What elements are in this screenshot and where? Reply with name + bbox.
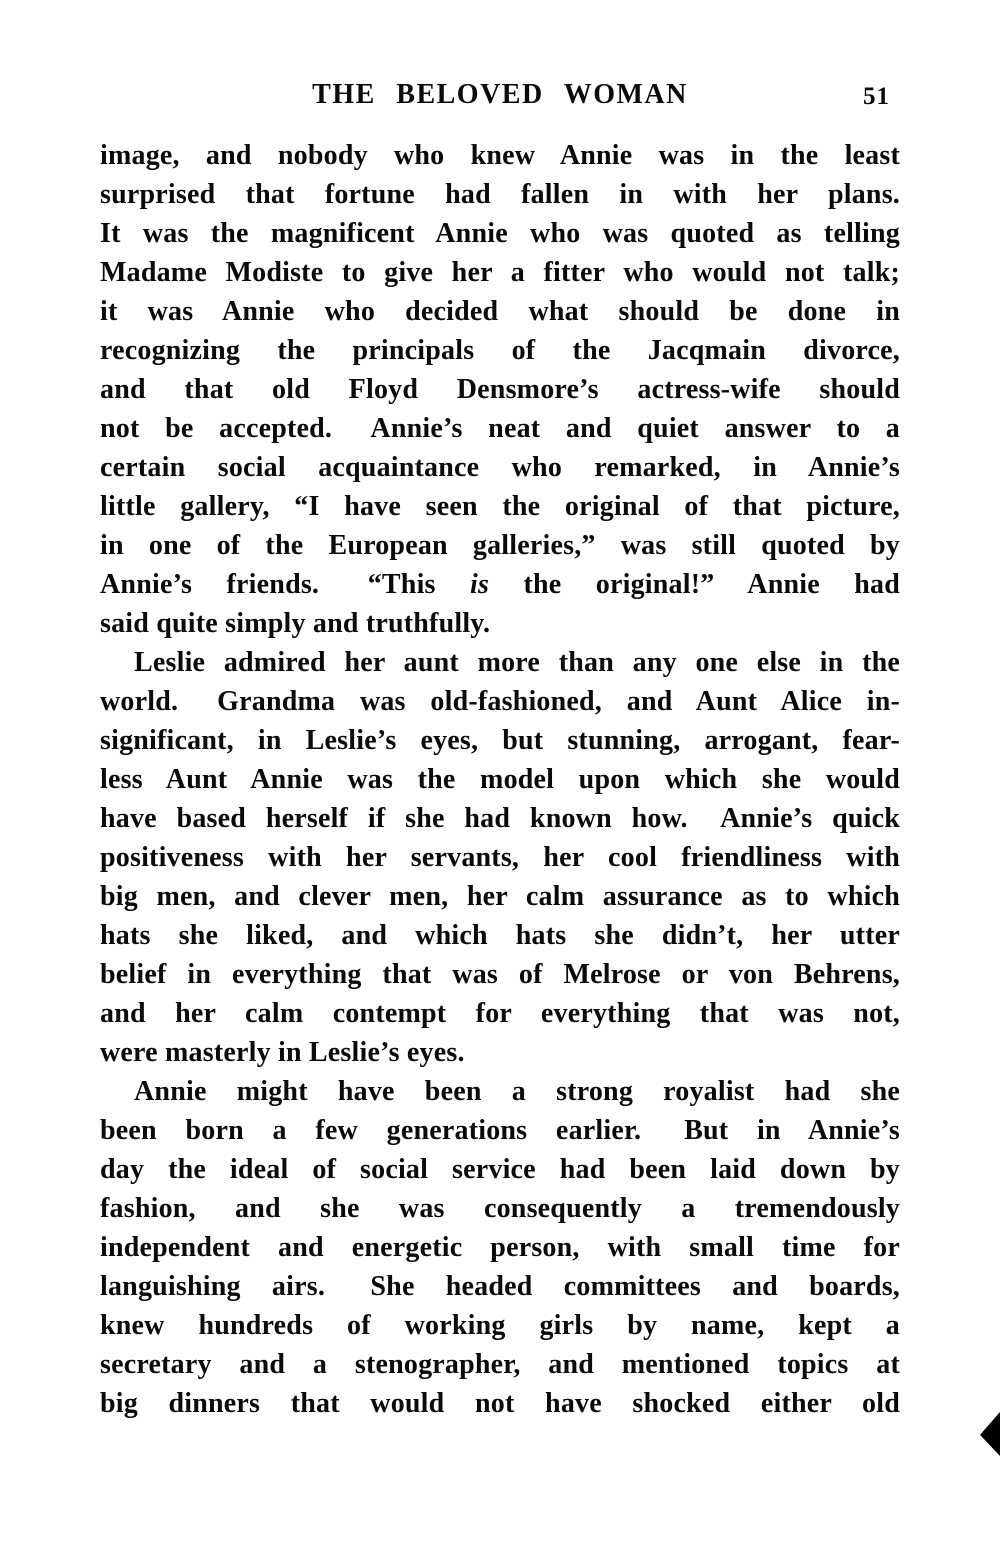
text-line (100, 877, 900, 916)
text-run: little gallery, “I have seen the original of that picture, (100, 491, 900, 522)
text-run: secretary and a stenographer, and mentioned topics at (100, 1349, 900, 1380)
text-run: world. Grandma was old-fashioned, and Aunt Alice in- (100, 686, 900, 717)
text-line (100, 1267, 900, 1306)
text-run: been born a few generations earlier. But in Annie’s (100, 1115, 900, 1146)
text-line (100, 643, 900, 682)
page-text (100, 136, 900, 1423)
text-line (100, 331, 900, 370)
text-run: image, and nobody who knew Annie was in the least (100, 140, 900, 171)
text-run: big dinners that would not have shocked either old (100, 1388, 900, 1419)
text-run: independent and energetic person, with small time for (100, 1232, 900, 1263)
text-run: said quite simply and truthfully. (100, 608, 491, 639)
text-line (100, 1033, 900, 1072)
text-line (100, 1111, 900, 1150)
text-run: have based herself if she had known how. Annie’s quick (100, 803, 900, 834)
text-run: Annie might have been a strong royalist had she (134, 1076, 900, 1107)
text-line (100, 1189, 900, 1228)
text-line (100, 799, 900, 838)
text-run: not be accepted. Annie’s neat and quiet answer to a (100, 413, 900, 444)
text-run: fashion, and she was consequently a tremendously (100, 1193, 900, 1224)
text-run: recognizing the principals of the Jacqmain divorce, (100, 335, 900, 366)
text-run: languishing airs. She headed committees and boards, (100, 1271, 900, 1302)
text-line (100, 838, 900, 877)
text-line (100, 721, 900, 760)
italic-text-run: is (470, 569, 490, 600)
text-run: it was Annie who decided what should be done in (100, 296, 900, 327)
text-line (100, 955, 900, 994)
text-run: the original!” Annie had (489, 569, 900, 600)
text-line (100, 448, 900, 487)
text-line (100, 1345, 900, 1384)
text-run: surprised that fortune had fallen in with her plans. (100, 179, 900, 210)
page-number: 51 (863, 83, 890, 110)
text-run: Leslie admired her aunt more than any one else in the (134, 647, 900, 678)
text-run: knew hundreds of working girls by name, kept a (100, 1310, 900, 1341)
text-run: Annie’s friends. “This (100, 569, 471, 600)
text-run: less Aunt Annie was the model upon which she would (100, 764, 900, 795)
text-line (100, 409, 900, 448)
paragraph (100, 136, 900, 643)
page-header (100, 80, 900, 116)
paragraph (100, 1072, 900, 1423)
text-line (100, 1384, 900, 1423)
page-edge-artifact (980, 1412, 1000, 1456)
text-line (100, 487, 900, 526)
text-line (100, 1228, 900, 1267)
text-line (100, 760, 900, 799)
text-run: It was the magnificent Annie who was quoted as telling (100, 218, 900, 249)
text-run: Madame Modiste to give her a fitter who would not talk; (100, 257, 900, 288)
text-line (100, 1072, 900, 1111)
text-line (100, 994, 900, 1033)
text-run: big men, and clever men, her calm assurance as to which (100, 881, 900, 912)
text-line (100, 1306, 900, 1345)
text-run: and that old Floyd Densmore’s actress-wife should (100, 374, 900, 405)
text-run: certain social acquaintance who remarked, in Annie’s (100, 452, 900, 483)
text-run: hats she liked, and which hats she didn’t, her utter (100, 920, 900, 951)
text-run: in one of the European galleries,” was still quoted by (100, 530, 900, 561)
text-run: day the ideal of social service had been laid down by (100, 1154, 900, 1185)
text-line (100, 214, 900, 253)
text-line (100, 526, 900, 565)
text-run: belief in everything that was of Melrose or von Behrens, (100, 959, 900, 990)
text-line (100, 253, 900, 292)
text-line (100, 604, 900, 643)
text-run: positiveness with her servants, her cool friendliness with (100, 842, 900, 873)
text-line (100, 136, 900, 175)
text-line (100, 292, 900, 331)
text-line (100, 1150, 900, 1189)
text-line (100, 916, 900, 955)
text-line (100, 682, 900, 721)
text-line (100, 175, 900, 214)
text-run: were masterly in Leslie’s eyes. (100, 1037, 465, 1068)
paragraph (100, 643, 900, 1072)
running-title: THE BELOVED WOMAN (312, 79, 688, 110)
text-run: and her calm contempt for everything that was not, (100, 998, 900, 1029)
text-line (100, 565, 900, 604)
text-run: significant, in Leslie’s eyes, but stunning, arrogant, fear- (100, 725, 900, 756)
text-line (100, 370, 900, 409)
